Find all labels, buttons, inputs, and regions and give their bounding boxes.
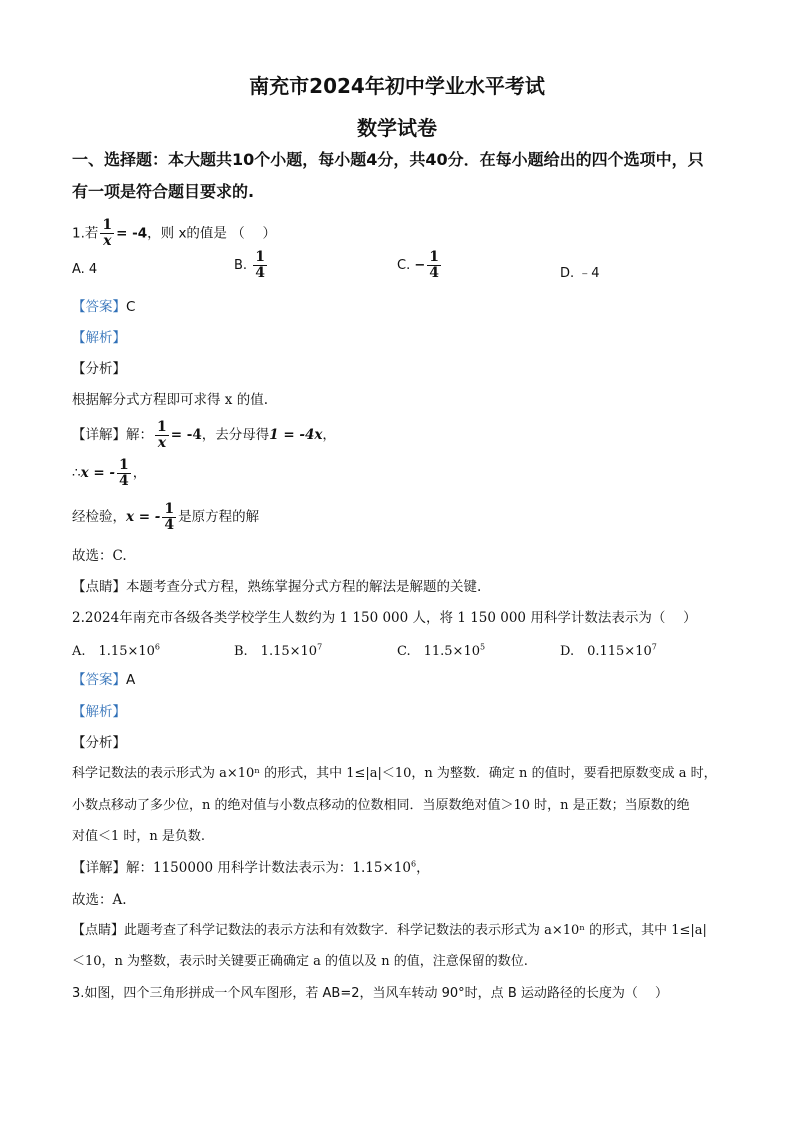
q2-option-a <box>72 640 160 659</box>
q1-option-c <box>397 250 443 281</box>
option-label: B. <box>234 258 248 273</box>
frac-num: 1 <box>429 249 440 265</box>
option-label: C. <box>397 258 411 273</box>
q2-option-b <box>234 640 322 659</box>
option-text: B. 1.15×10 <box>234 644 318 659</box>
q1-fraction-1-over-4 <box>253 250 267 281</box>
q1-detail <box>72 420 336 454</box>
exponent: 6 <box>154 642 160 652</box>
fraction-1-over-4 <box>162 502 176 533</box>
page-subtitle: 数学试卷 <box>357 116 437 140</box>
q1-fraction-1-over-x <box>100 218 114 249</box>
q2-detail <box>72 858 430 878</box>
q1-answer <box>72 297 135 317</box>
answer-label: 【答案】 <box>72 672 126 688</box>
q2-stem: 2.2024年南充市各级各类学校学生人数约为 1 150 000 人，将 1 150 000 用科学计数法表示为（ ） <box>72 610 697 626</box>
q3-stem: 3.如图，四个三角形拼成一个风车图形，若 AB=2，当风车转动 90°时，点 B 运动路径的长度为（ ） <box>72 986 669 1001</box>
answer-label: 【答案】 <box>72 299 126 315</box>
detail-end: ， <box>416 860 430 876</box>
q2-analysis-label: 【解析】 <box>72 704 126 720</box>
q2-fenxi-p1: 科学记数法的表示形式为 a×10ⁿ 的形式，其中 1≤|a|＜10，n 为整数．确定 n 的值时，要看把原数变成 a 时， <box>72 766 717 781</box>
exponent: 7 <box>317 642 323 652</box>
q1-eq-tail: = -4 <box>116 225 148 242</box>
q1-prefix: 1.若 <box>72 225 99 242</box>
detail-mid: ，去分母得 <box>201 427 270 443</box>
frac-num: 1 <box>157 419 167 435</box>
q1-fenxi-text: 根据解分式方程即可求得 x 的值. <box>72 392 268 408</box>
exponent: 5 <box>480 642 486 652</box>
q1-choose: 故选：C. <box>72 548 127 564</box>
q2-option-d <box>560 640 657 659</box>
section-heading-line1: 一、选择题：本大题共10个小题，每小题4分，共40分．在每小题给出的四个选项中，只 <box>72 150 704 169</box>
detail-end: ， <box>322 427 336 443</box>
option-text: A. 1.15×10 <box>72 644 155 659</box>
detail-label: 【详解】解： <box>72 427 153 443</box>
q1-option-d: D. ﹣4 <box>560 266 600 281</box>
therefore-symbol: ∴ <box>72 465 81 481</box>
q2-comment-line2: ＜10，n 为整数，表示时关键要正确确定 a 的值以及 n 的值，注意保留的数位. <box>72 954 528 969</box>
option-text: C. 11.5×10 <box>397 644 480 659</box>
q1-fenxi-label: 【分析】 <box>72 361 126 377</box>
q1-check <box>72 502 259 538</box>
q2-choose: 故选：A. <box>72 892 127 908</box>
eq-tail: = -4 <box>170 427 202 443</box>
fraction-1-over-x <box>155 420 169 451</box>
frac-den: x <box>157 435 167 451</box>
q1-fraction-1-over-4 <box>427 250 441 281</box>
q1-option-b <box>234 250 269 281</box>
option-text: D. 0.115×10 <box>560 644 652 659</box>
q2-fenxi-p2: 小数点移动了多少位，n 的绝对值与小数点移动的位数相同．当原数绝对值＞10 时，n 是正数；当原数的绝 <box>72 798 690 813</box>
minus-sign: − <box>414 258 426 273</box>
frac-den: x <box>103 233 112 249</box>
answer-value: C <box>126 299 136 315</box>
detail-text: 【详解】解：1150000 用科学计数法表示为：1.15×10 <box>72 860 411 876</box>
check-prefix: 经检验， <box>72 509 126 525</box>
q2-option-c <box>397 640 485 659</box>
frac-num: 1 <box>118 457 129 473</box>
page-title: 南充市2024年初中学业水平考试 <box>249 74 545 98</box>
answer-value: A <box>126 672 136 688</box>
q1-comment: 【点睛】本题考查分式方程，熟练掌握分式方程的解法是解题的关键. <box>72 579 482 595</box>
q1-suffix: ，则 x的值是 （ ） <box>147 225 277 242</box>
frac-den: 4 <box>255 265 265 281</box>
q2-fenxi-p3: 对值＜1 时，n 是负数. <box>72 829 206 844</box>
frac-den: 4 <box>164 517 175 533</box>
frac-den: 4 <box>118 473 129 489</box>
x-equals: x = - <box>80 465 115 481</box>
q1-option-a: A. 4 <box>72 262 98 277</box>
q2-comment-line1: 【点睛】此题考查了科学记数法的表示方法和有效数字．科学记数法的表示形式为 a×10ⁿ 的形式，其中 1≤|a| <box>72 923 707 938</box>
frac-num: 1 <box>102 217 113 233</box>
q2-answer <box>72 670 135 690</box>
q2-fenxi-label: 【分析】 <box>72 735 126 751</box>
comma: ， <box>132 465 147 481</box>
frac-num: 1 <box>255 249 265 265</box>
x-equals: x = - <box>126 509 161 525</box>
frac-num: 1 <box>164 501 175 517</box>
q1-analysis-label: 【解析】 <box>72 330 126 346</box>
fraction-1-over-4 <box>117 458 131 489</box>
exponent: 7 <box>651 642 657 652</box>
section-heading-line2: 有一项是符合题目要求的. <box>72 182 255 201</box>
q1-stem <box>72 217 277 249</box>
check-suffix: 是原方程的解 <box>178 509 260 525</box>
exponent: 6 <box>410 859 417 869</box>
frac-den: 4 <box>429 265 440 281</box>
detail-equation: 1 = -4x <box>269 427 323 443</box>
q1-therefore <box>72 458 146 494</box>
